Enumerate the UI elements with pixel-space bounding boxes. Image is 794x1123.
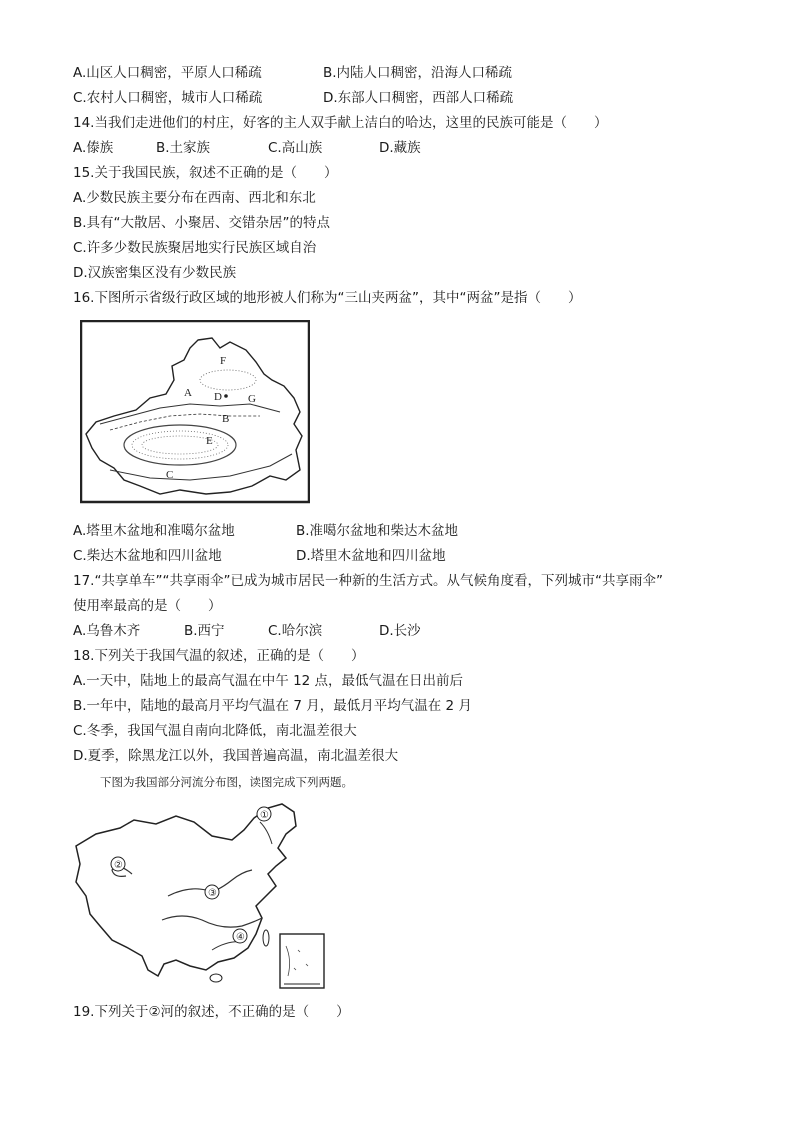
- q14-option-a: A.傣族: [73, 140, 114, 156]
- q19-stem: 19.下列关于②河的叙述，不正确的是（ ）: [73, 1004, 350, 1020]
- map-label-d: D: [214, 391, 222, 403]
- q17-option-a: A.乌鲁木齐: [73, 623, 141, 639]
- q13-option-c: C.农村人口稠密，城市人口稀疏: [73, 90, 263, 106]
- river-label-1: ①: [260, 810, 269, 821]
- q16-option-d: D.塔里木盆地和四川盆地: [296, 548, 446, 564]
- q16-option-c: C.柴达木盆地和四川盆地: [73, 548, 222, 564]
- river-label-4: ④: [236, 932, 245, 943]
- q18-stem: 18.下列关于我国气温的叙述，正确的是（ ）: [73, 648, 365, 664]
- q15-option-a: A.少数民族主要分布在西南、西北和东北: [73, 190, 316, 206]
- q14-stem: 14.当我们走进他们的村庄，好客的主人双手献上洁白的哈达，这里的民族可能是（ ）: [73, 115, 608, 131]
- river-map-intro: 下图为我国部分河流分布图，读图完成下列两题。: [100, 775, 353, 789]
- map-label-f: F: [220, 355, 227, 367]
- river-label-2: ②: [114, 860, 123, 871]
- q13-option-a: A.山区人口稠密，平原人口稀疏: [73, 65, 262, 81]
- china-river-map: [72, 800, 332, 995]
- q18-option-d: D.夏季，除黑龙江以外，我国普遍高温，南北温差很大: [73, 748, 399, 764]
- q14-option-c: C.高山族: [268, 140, 323, 156]
- q15-option-b: B.具有“大散居、小聚居、交错杂居”的特点: [73, 215, 331, 231]
- q17-option-c: C.哈尔滨: [268, 623, 323, 639]
- q16-option-a: A.塔里木盆地和准噶尔盆地: [73, 523, 235, 539]
- q17-stem-line1: 17.“共享单车”“共享雨伞”已成为城市居民一种新的生活方式。从气候角度看，下列城市“共享雨伞”: [73, 573, 663, 589]
- q14-option-b: B.土家族: [156, 140, 211, 156]
- q17-option-d: D.长沙: [379, 623, 421, 639]
- q14-option-d: D.藏族: [379, 140, 421, 156]
- q15-option-d: D.汉族密集区没有少数民族: [73, 265, 237, 281]
- q15-option-c: C.许多少数民族聚居地实行民族区域自治: [73, 240, 317, 256]
- q16-stem: 16.下图所示省级行政区域的地形被人们称为“三山夹两盆”，其中“两盆”是指（ ）: [73, 290, 582, 306]
- xinjiang-map: [80, 320, 310, 505]
- q17-option-b: B.西宁: [184, 623, 225, 639]
- q16-option-b: B.准噶尔盆地和柴达木盆地: [296, 523, 459, 539]
- q15-stem: 15.关于我国民族，叙述不正确的是（ ）: [73, 165, 338, 181]
- map-label-b: B: [222, 413, 230, 425]
- map-label-a: A: [184, 387, 192, 399]
- q13-option-d: D.东部人口稠密，西部人口稀疏: [323, 90, 514, 106]
- river-label-3: ③: [208, 888, 217, 899]
- q17-stem-line2: 使用率最高的是（ ）: [73, 598, 222, 614]
- map-label-g: G: [248, 393, 256, 405]
- q13-option-b: B.内陆人口稠密，沿海人口稀疏: [323, 65, 513, 81]
- q18-option-c: C.冬季，我国气温自南向北降低，南北温差很大: [73, 723, 357, 739]
- q18-option-b: B.一年中，陆地的最高月平均气温在 7 月，最低月平均气温在 2 月: [73, 698, 472, 714]
- map-label-c: C: [166, 469, 174, 481]
- q18-option-a: A.一天中，陆地上的最高气温在中午 12 点，最低气温在日出前后: [73, 673, 464, 689]
- map-label-e: E: [206, 435, 213, 447]
